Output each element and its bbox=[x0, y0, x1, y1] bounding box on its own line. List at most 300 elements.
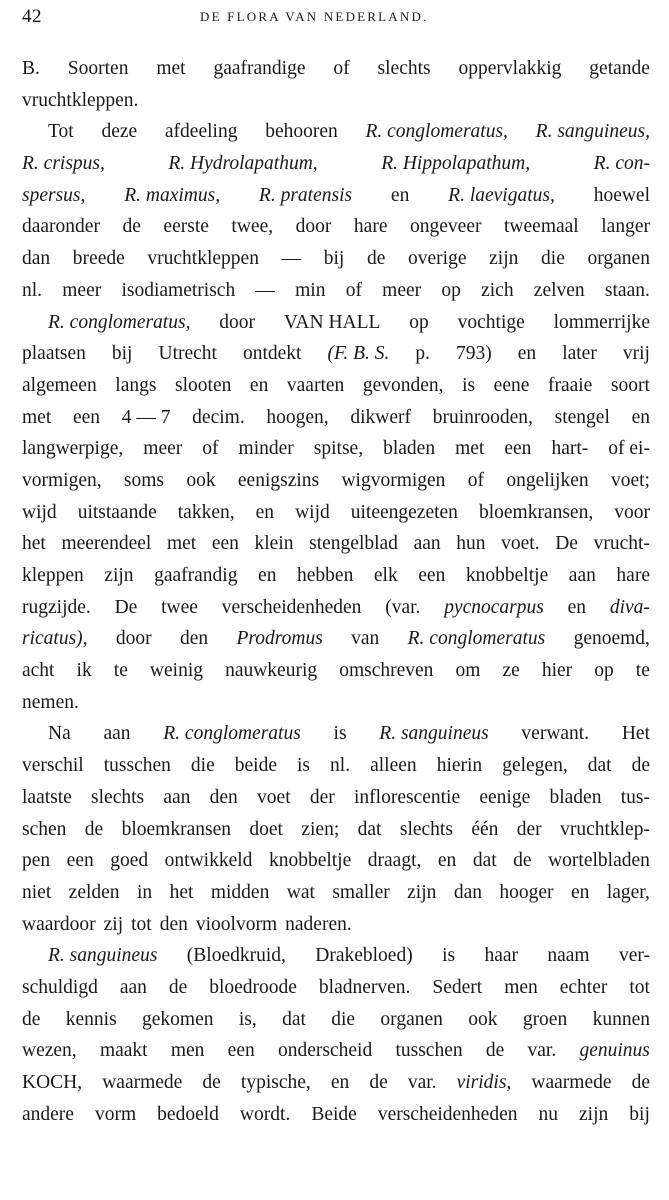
word: bladen bbox=[383, 438, 436, 460]
word: en bbox=[330, 1072, 350, 1093]
word: aan bbox=[568, 565, 596, 586]
word: verscheidenheden bbox=[221, 596, 362, 618]
word: isodiametrisch bbox=[121, 279, 236, 301]
word: één bbox=[471, 818, 499, 840]
word: niet bbox=[22, 881, 52, 903]
word: slooten bbox=[175, 374, 232, 396]
word: alleen bbox=[370, 755, 417, 777]
word: aan bbox=[163, 786, 191, 808]
word: meer bbox=[382, 279, 422, 301]
word: min bbox=[295, 279, 326, 301]
word: zien; bbox=[301, 818, 340, 840]
word: staan. bbox=[604, 279, 650, 301]
word: dat bbox=[282, 1008, 306, 1030]
word: bij bbox=[111, 343, 133, 365]
word: verwant. bbox=[521, 723, 590, 745]
text-line bbox=[22, 845, 650, 877]
text-line bbox=[22, 53, 650, 85]
word: en bbox=[631, 406, 650, 428]
word: ze bbox=[502, 660, 520, 682]
word: Beide bbox=[311, 1103, 357, 1125]
word: beide bbox=[234, 755, 277, 777]
word: hoogen, bbox=[266, 406, 329, 428]
word: met bbox=[156, 58, 186, 79]
word: van bbox=[351, 628, 380, 650]
word: waardoor bbox=[22, 913, 96, 935]
word: zijn bbox=[104, 565, 134, 586]
text-line bbox=[22, 655, 650, 687]
word: een bbox=[66, 850, 94, 872]
word: voor bbox=[614, 501, 650, 523]
word: vorm bbox=[94, 1103, 137, 1125]
text-line bbox=[22, 623, 650, 655]
taxon-name: ricatus), bbox=[22, 628, 88, 650]
word: de bbox=[513, 850, 532, 872]
word: nl. bbox=[330, 755, 351, 777]
word: smaller bbox=[332, 881, 390, 903]
taxon-name: R. Hippolapathum, bbox=[381, 153, 531, 175]
word: bladen bbox=[549, 786, 602, 808]
word: met bbox=[22, 406, 52, 428]
taxon-name: R. sanguineus bbox=[48, 945, 158, 967]
word: en bbox=[390, 184, 410, 206]
taxon-name: R. conglomeratus bbox=[407, 628, 546, 650]
word: of bbox=[333, 58, 350, 79]
word: dan bbox=[453, 881, 482, 903]
word: daaronder bbox=[22, 216, 100, 238]
page-number: 42 bbox=[22, 6, 42, 27]
word: om bbox=[455, 660, 481, 682]
word: lager, bbox=[606, 881, 650, 903]
word: de bbox=[485, 1040, 505, 1062]
word: en bbox=[258, 565, 277, 586]
word: gaafrandig bbox=[154, 565, 238, 586]
taxon-name: R. pratensis bbox=[258, 184, 353, 206]
text-line bbox=[22, 370, 650, 402]
text-line bbox=[22, 85, 650, 117]
word: kleppen bbox=[22, 565, 84, 586]
word: twee, bbox=[231, 216, 274, 238]
word: doet bbox=[249, 818, 283, 840]
word: te bbox=[113, 660, 128, 682]
taxon-name: R. con- bbox=[593, 153, 650, 175]
word: de bbox=[168, 976, 188, 998]
taxon-name: viridis, bbox=[456, 1072, 512, 1093]
word: de bbox=[369, 1072, 388, 1093]
word: behooren bbox=[265, 121, 338, 143]
word: goed bbox=[110, 850, 149, 872]
word: een bbox=[72, 406, 101, 428]
word: takken, bbox=[177, 501, 235, 523]
word: groen bbox=[522, 1008, 568, 1030]
word: op bbox=[409, 311, 429, 333]
taxon-name: R. conglomeratus, bbox=[365, 121, 508, 143]
word: nemen. bbox=[22, 691, 79, 713]
word: slechts bbox=[91, 786, 145, 808]
word: den bbox=[159, 913, 188, 935]
text-line bbox=[22, 560, 650, 592]
word: dan bbox=[22, 248, 51, 270]
word: hebben bbox=[297, 565, 354, 586]
word: lommerrijke bbox=[553, 311, 650, 333]
word: bij bbox=[323, 248, 345, 270]
word: ontdekt bbox=[242, 343, 302, 365]
word: getande bbox=[589, 58, 650, 79]
text-line bbox=[22, 528, 650, 560]
word: ongelijken bbox=[506, 469, 589, 491]
word: hier bbox=[541, 660, 573, 682]
word: (var. bbox=[385, 596, 421, 618]
word: wat bbox=[286, 881, 315, 903]
text-line bbox=[22, 180, 650, 212]
word: bedoeld bbox=[157, 1103, 219, 1125]
word: organen bbox=[587, 248, 650, 270]
word: acht bbox=[22, 660, 55, 682]
word: schuldigd bbox=[22, 976, 98, 998]
taxon-name: R. maximus, bbox=[124, 184, 221, 206]
word: tusschen bbox=[103, 755, 171, 777]
word: overige bbox=[408, 248, 467, 270]
text-line bbox=[22, 338, 650, 370]
word: bloemkransen, bbox=[478, 501, 594, 523]
word: den bbox=[179, 628, 209, 650]
taxon-name: R. conglomeratus, bbox=[48, 311, 191, 333]
text-line bbox=[22, 116, 650, 148]
text-line bbox=[22, 718, 650, 750]
word: dat bbox=[472, 850, 497, 872]
word: tot bbox=[629, 976, 650, 998]
word: in bbox=[136, 881, 153, 903]
word: soms bbox=[123, 469, 165, 491]
word: is, bbox=[238, 1008, 257, 1030]
word: zich bbox=[481, 279, 514, 301]
word: naderen. bbox=[285, 913, 352, 935]
word: is bbox=[333, 723, 347, 745]
text-line bbox=[22, 1035, 650, 1067]
word: den bbox=[209, 786, 238, 808]
word: tweemaal bbox=[504, 216, 579, 238]
word: gelegen, bbox=[502, 755, 568, 777]
word: hierin bbox=[436, 755, 483, 777]
word: slechts bbox=[399, 818, 453, 840]
word: zijn bbox=[489, 248, 519, 270]
word: minder bbox=[238, 438, 294, 460]
word: vrij bbox=[622, 343, 650, 365]
word: slechts bbox=[377, 58, 431, 79]
word: men bbox=[170, 1040, 205, 1062]
taxon-name: diva- bbox=[609, 596, 650, 618]
text-line bbox=[22, 687, 650, 719]
word: een bbox=[504, 438, 532, 460]
word: vruchtkleppen bbox=[147, 248, 259, 270]
word: 793) bbox=[456, 343, 492, 365]
word: is bbox=[297, 755, 311, 777]
word: eene bbox=[493, 374, 530, 396]
word: fraaie bbox=[547, 374, 593, 396]
word: wijd bbox=[295, 501, 330, 523]
word: langwerpige, bbox=[22, 438, 124, 460]
text-line bbox=[22, 1099, 650, 1131]
word: zelden bbox=[68, 881, 120, 903]
author-name: KOCH, bbox=[22, 1072, 83, 1093]
word: schen bbox=[22, 818, 67, 840]
taxon-name: R. Hydrolapathum, bbox=[168, 153, 318, 175]
word: breede bbox=[72, 248, 125, 270]
word: vochtige bbox=[457, 311, 525, 333]
word: de bbox=[122, 216, 141, 238]
word: andere bbox=[22, 1103, 74, 1125]
text-line bbox=[22, 402, 650, 434]
word: zijn bbox=[579, 1103, 609, 1125]
word: een bbox=[211, 533, 239, 555]
taxon-name: R. crispus, bbox=[22, 153, 105, 175]
text-line bbox=[22, 211, 650, 243]
word: Het bbox=[621, 723, 650, 745]
word: tus- bbox=[620, 786, 650, 808]
word: voet. bbox=[501, 533, 540, 555]
word: var. bbox=[527, 1040, 557, 1062]
taxon-name: pycnocarpus bbox=[444, 596, 544, 618]
word: afdeeling bbox=[164, 121, 238, 143]
taxon-name: R. sanguineus, bbox=[535, 121, 650, 143]
text-line bbox=[22, 148, 650, 180]
word: plaatsen bbox=[22, 343, 86, 365]
word: echter bbox=[559, 976, 608, 998]
word: en bbox=[249, 374, 269, 396]
word: verscheidenheden bbox=[377, 1103, 518, 1125]
word: is bbox=[462, 374, 476, 396]
word: en bbox=[567, 596, 587, 618]
word: bloedroode bbox=[209, 976, 297, 998]
word: De bbox=[555, 533, 578, 555]
word: ontwikkeld bbox=[164, 850, 253, 872]
word: klein bbox=[254, 533, 294, 555]
word: of bbox=[345, 279, 362, 301]
word: ook bbox=[468, 1008, 498, 1030]
word: hare bbox=[616, 565, 650, 586]
word: dikwerf bbox=[350, 406, 412, 428]
word: en bbox=[437, 850, 457, 872]
word: langer bbox=[601, 216, 650, 238]
work-title: Prodromus bbox=[236, 628, 323, 650]
word: tusschen bbox=[395, 1040, 463, 1062]
word: De bbox=[114, 596, 138, 618]
word: twee bbox=[161, 596, 198, 618]
word: kunnen bbox=[592, 1008, 650, 1030]
word: gekomen bbox=[142, 1008, 214, 1030]
word: vruchtklep- bbox=[560, 818, 650, 840]
word: weinig bbox=[149, 660, 203, 682]
word: der bbox=[309, 786, 335, 808]
word: vrucht- bbox=[593, 533, 650, 555]
word: (Bloedkruid, bbox=[186, 945, 286, 967]
word: op bbox=[594, 660, 614, 682]
text-line bbox=[22, 243, 650, 275]
word: nauwkeurig bbox=[225, 660, 318, 682]
word: — bbox=[281, 248, 302, 270]
taxon-name: R. sanguineus bbox=[379, 723, 489, 745]
word: uitstaande bbox=[77, 501, 157, 523]
word: oppervlakkig bbox=[458, 58, 562, 79]
running-head: DE FLORA VAN NEDERLAND. bbox=[200, 9, 429, 24]
word: hun bbox=[456, 533, 486, 555]
author-name: VAN HALL bbox=[283, 311, 381, 333]
word: die bbox=[190, 755, 215, 777]
word: door bbox=[295, 216, 332, 238]
word: ook bbox=[186, 469, 216, 491]
taxon-name: spersus, bbox=[22, 184, 86, 206]
word: kennis bbox=[65, 1008, 117, 1030]
word: hoewel bbox=[593, 184, 650, 206]
word: voet bbox=[257, 786, 291, 808]
word: te bbox=[635, 660, 650, 682]
word: Drakebloed) bbox=[315, 945, 413, 967]
word: Utrecht bbox=[158, 343, 217, 365]
word: men bbox=[504, 976, 538, 998]
word: der bbox=[516, 818, 542, 840]
word: de bbox=[84, 818, 104, 840]
word: bladnerven. bbox=[318, 976, 411, 998]
word: door bbox=[115, 628, 152, 650]
word: een bbox=[227, 1040, 255, 1062]
word: typische, bbox=[240, 1072, 311, 1093]
word: vruchtkleppen. bbox=[22, 89, 139, 111]
word: waarmede bbox=[531, 1072, 612, 1093]
word: ongeveer bbox=[410, 216, 482, 238]
word: wordt. bbox=[239, 1103, 291, 1125]
word: meer bbox=[143, 438, 183, 460]
word: bij bbox=[629, 1103, 650, 1125]
word: op bbox=[441, 279, 461, 301]
word: die bbox=[331, 1008, 356, 1030]
word: wortelbladen bbox=[548, 850, 650, 872]
word: eerste bbox=[163, 216, 209, 238]
taxon-name: genuinus bbox=[579, 1040, 650, 1062]
word: gevonden, bbox=[362, 374, 444, 396]
word: aan bbox=[413, 533, 441, 555]
text-line bbox=[22, 592, 650, 624]
word: vormigen, bbox=[22, 469, 102, 491]
word: eenige bbox=[479, 786, 531, 808]
word: aan bbox=[103, 723, 131, 745]
word: Soorten bbox=[67, 58, 129, 79]
word: onderscheid bbox=[277, 1040, 373, 1062]
word: inflorescentie bbox=[354, 786, 461, 808]
word: ver- bbox=[618, 945, 650, 967]
text-line bbox=[22, 877, 650, 909]
word: of ei- bbox=[608, 438, 650, 460]
word: uiteengezeten bbox=[350, 501, 458, 523]
word: of bbox=[467, 469, 484, 491]
word: het bbox=[22, 533, 46, 555]
word: Sedert bbox=[432, 976, 483, 998]
word: Tot bbox=[48, 121, 74, 143]
word: soort bbox=[610, 374, 650, 396]
word: aan bbox=[119, 976, 147, 998]
word: ik bbox=[76, 660, 92, 682]
word: de bbox=[631, 755, 650, 777]
word: door bbox=[219, 311, 256, 333]
word: algemeen bbox=[22, 374, 97, 396]
word: meerendeel bbox=[61, 533, 152, 555]
word: wijd bbox=[22, 501, 57, 523]
word: gaafrandige bbox=[213, 58, 306, 79]
word: organen bbox=[380, 1008, 443, 1030]
word: stengelblad bbox=[309, 533, 398, 555]
text-line bbox=[22, 909, 650, 941]
word: vaarten bbox=[286, 374, 345, 396]
word: rugzijde. bbox=[22, 596, 91, 618]
word: — bbox=[255, 279, 275, 301]
word: waarmede bbox=[102, 1072, 183, 1093]
word: tot bbox=[131, 913, 152, 935]
word: later bbox=[562, 343, 597, 365]
word: stengel bbox=[554, 406, 610, 428]
text-line bbox=[22, 433, 650, 465]
word: zij bbox=[103, 913, 124, 935]
text-line bbox=[22, 1004, 650, 1036]
word: vioolvorm bbox=[195, 913, 278, 935]
text-line bbox=[22, 497, 650, 529]
word: Na bbox=[48, 723, 71, 745]
word: B. bbox=[22, 58, 40, 79]
word: bloemkransen bbox=[121, 818, 231, 840]
word: de bbox=[22, 1008, 41, 1030]
body-text bbox=[22, 53, 650, 1130]
word: die bbox=[541, 248, 565, 270]
word: en bbox=[517, 343, 537, 365]
word: hare bbox=[353, 216, 388, 238]
word: 4 — 7 bbox=[121, 406, 171, 428]
word: meer bbox=[62, 279, 102, 301]
word: voet; bbox=[610, 469, 650, 491]
word: wezen, bbox=[22, 1040, 77, 1062]
word: genoemd, bbox=[573, 628, 650, 650]
word: en bbox=[570, 881, 590, 903]
word: var. bbox=[407, 1072, 437, 1093]
word: eenigszins bbox=[237, 469, 320, 491]
word: nu bbox=[538, 1103, 559, 1125]
word: maakt bbox=[99, 1040, 148, 1062]
taxon-name: R. laevigatus, bbox=[448, 184, 555, 206]
word: nl. bbox=[22, 279, 43, 301]
word: met bbox=[166, 533, 197, 555]
text-line bbox=[22, 465, 650, 497]
word: de bbox=[631, 1072, 650, 1093]
text-line bbox=[22, 307, 650, 339]
word: p. bbox=[415, 343, 431, 365]
text-line bbox=[22, 750, 650, 782]
word: pen bbox=[22, 850, 51, 872]
word: draagt, bbox=[367, 850, 422, 872]
word: of bbox=[202, 438, 219, 460]
word: laatste bbox=[22, 786, 72, 808]
word: bruinrooden, bbox=[432, 406, 533, 428]
word: haar bbox=[484, 945, 518, 967]
word: hooger bbox=[499, 881, 554, 903]
word: de bbox=[202, 1072, 221, 1093]
word: spitse, bbox=[313, 438, 364, 460]
word: deze bbox=[101, 121, 138, 143]
text-line bbox=[22, 275, 650, 307]
page-header bbox=[22, 6, 662, 32]
word: knobbeltje bbox=[465, 565, 549, 586]
word: midden bbox=[210, 881, 270, 903]
word: zijn bbox=[407, 881, 437, 903]
text-line bbox=[22, 1067, 650, 1099]
text-line bbox=[22, 782, 650, 814]
word: decim. bbox=[192, 406, 245, 428]
